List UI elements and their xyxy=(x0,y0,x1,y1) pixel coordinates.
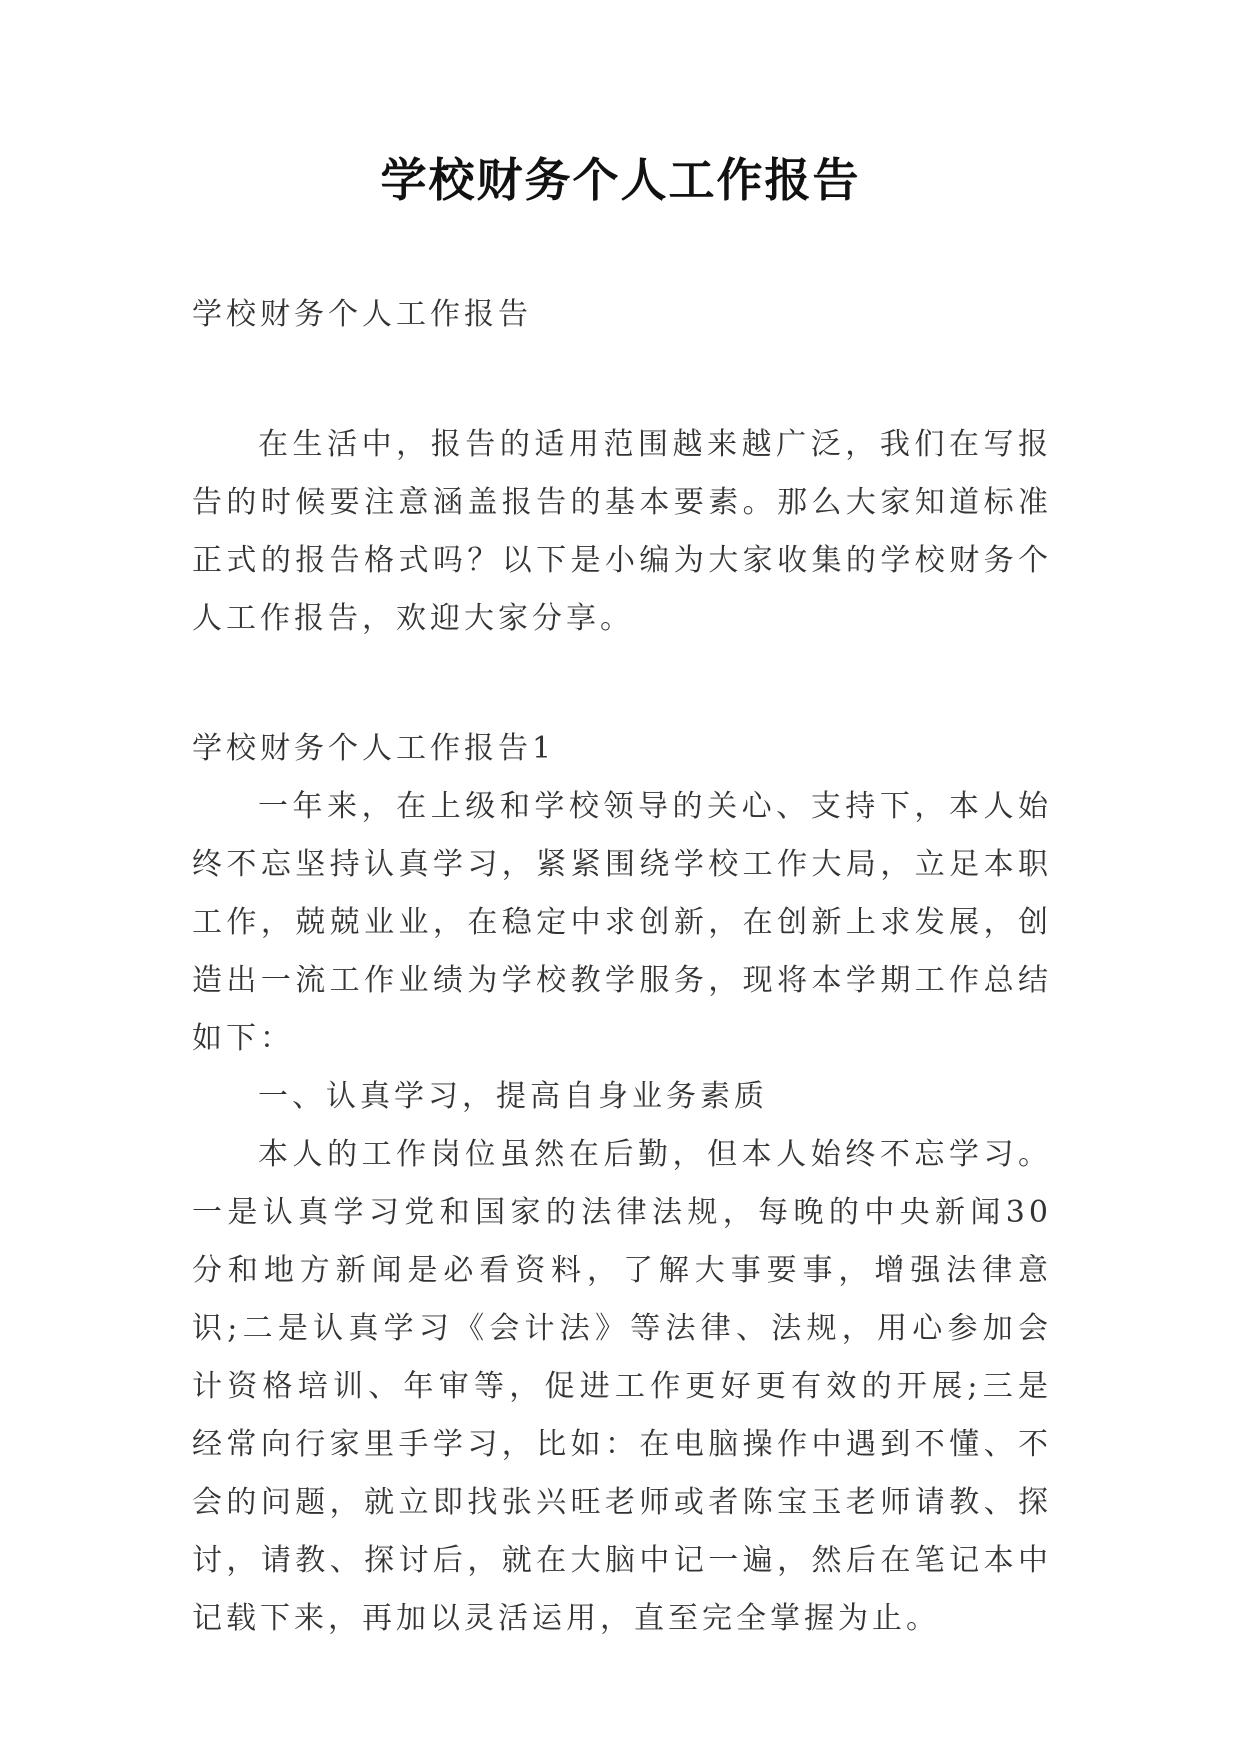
body-paragraph-2: 本人的工作岗位虽然在后勤，但本人始终不忘学习。一是认真学习党和国家的法律法规，每晚的中央新闻30分和地方新闻是必看资料，了解大事要事，增强法律意识;二是认真学习《会计法》等法律、法规，用心参加会计资格培训、年审等，促进工作更好更有效的开展;三是经常向行家里手学习，比如：在电脑操作中遇到不懂、不会的问题，就立即找张兴旺老师或者陈宝玉老师请教、探讨，请教、探讨后，就在大脑中记一遍，然后在笔记本中记载下来，再加以灵活运用，直至完全掌握为止。 xyxy=(192,1137,1052,1636)
document-title: 学校财务个人工作报告 xyxy=(380,153,861,207)
document-body xyxy=(192,286,1052,1648)
intro-paragraph: 在生活中，报告的适用范围越来越广泛，我们在写报告的时候要注意涵盖报告的基本要素。那么大家知道标准正式的报告格式吗？以下是小编为大家收集的学校财务个人工作报告，欢迎大家分享。 xyxy=(192,427,1052,636)
section-heading-1: 一、认真学习，提高自身业务素质 xyxy=(258,1079,768,1114)
section-title: 学校财务个人工作报告1 xyxy=(192,731,556,766)
document-subtitle: 学校财务个人工作报告 xyxy=(192,297,532,332)
body-paragraph-1: 一年来，在上级和学校领导的关心、支持下，本人始终不忘坚持认真学习，紧紧围绕学校工作大局，立足本职工作，兢兢业业，在稳定中求创新，在创新上求发展，创造出一流工作业绩为学校教学服务，现将本学期工作总结如下： xyxy=(192,789,1052,1056)
